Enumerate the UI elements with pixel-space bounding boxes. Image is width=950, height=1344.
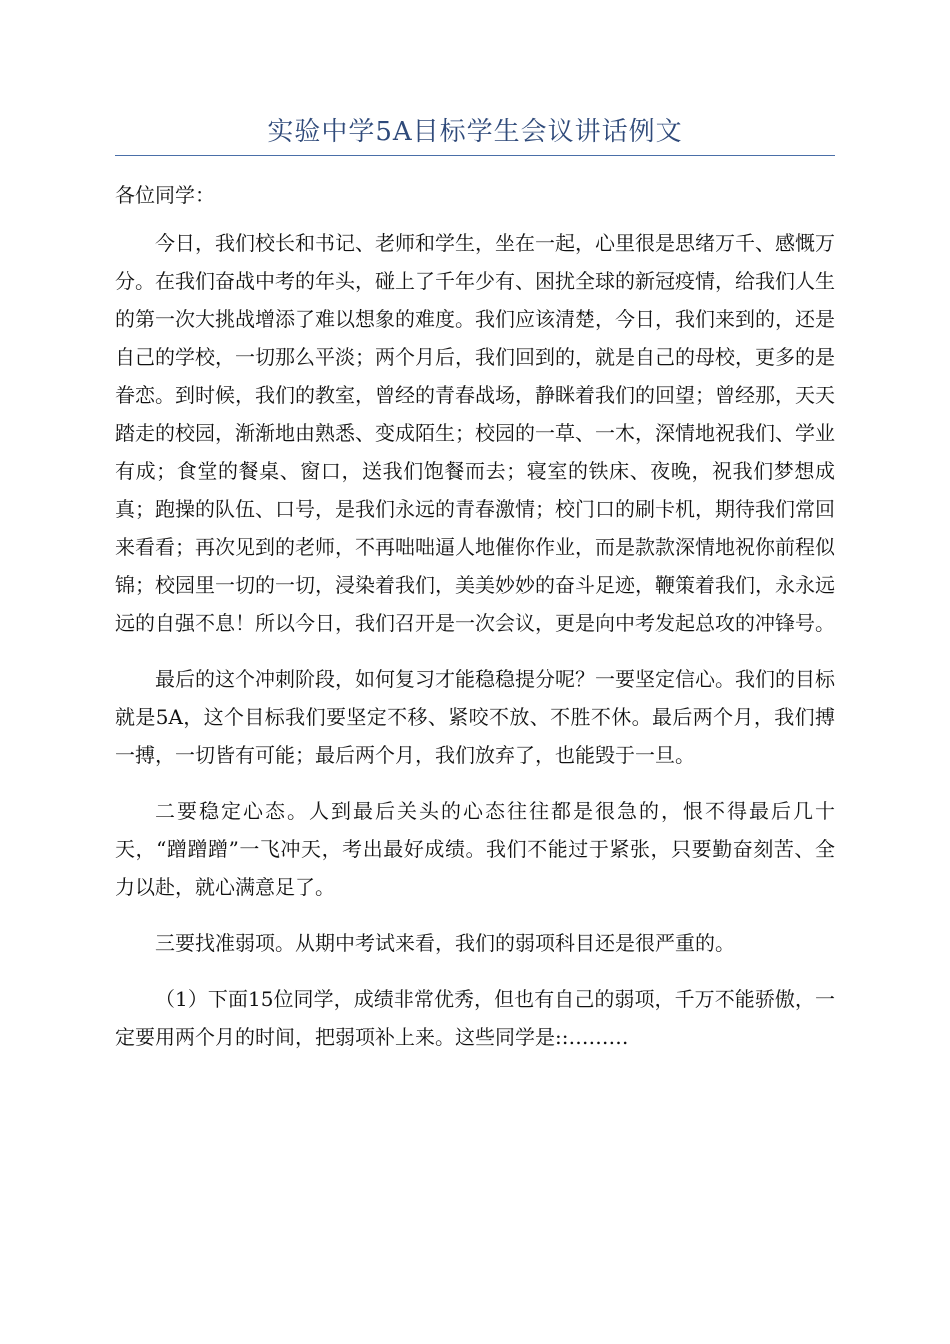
paragraph-1: 今日，我们校长和书记、老师和学生，坐在一起，心里很是思绪万千、感慨万分。在我们奋战中考的年头，碰上了千年少有、困扰全球的新冠疫情，给我们人生的第一次大挑战增添了难以想象的难度。我们应该清楚，今日，我们来到的，还是自己的学校，一切那么平淡；两个月后，我们回到的，就是自己的母校，更多的是眷恋。到时候，我们的教室，曾经的青春战场，静眯着我们的回望；曾经那，天天踏走的校园，渐渐地由熟悉、变成陌生；校园的一草、一木，深情地祝我们、学业有成；食堂的餐桌、窗口，送我们饱餐而去；寝室的铁床、夜晚，祝我们梦想成真；跑操的队伍、口号，是我们永远的青春激情；校门口的刷卡机，期待我们常回来看看；再次见到的老师，不再咄咄逼人地催你作业，而是款款深情地祝你前程似锦；校园里一切的一切，浸染着我们，美美妙妙的奋斗足迹，鞭策着我们，永永远远的自强不息！所以今日，我们召开是一次会议，更是向中考发起总攻的冲锋号。 — [115, 231, 835, 635]
salutation: 各位同学： — [115, 183, 215, 207]
document-title: 实验中学5A目标学生会议讲话例文 — [267, 117, 683, 147]
title-underline — [115, 155, 835, 156]
paragraph-4: 三要找准弱项。从期中考试来看，我们的弱项科目还是很严重的。 — [155, 931, 735, 955]
paragraph-5: （1）下面15位同学，成绩非常优秀，但也有自己的弱项，千万不能骄傲，一定要用两个月的时间，把弱项补上来。这些同学是::……… — [115, 987, 835, 1049]
paragraph-2: 最后的这个冲刺阶段，如何复习才能稳稳提分呢？一要坚定信心。我们的目标就是5A，这个目标我们要坚定不移、紧咬不放、不胜不休。最后两个月，我们搏一搏，一切皆有可能；最后两个月，我们放弃了，也能毁于一旦。 — [115, 667, 835, 767]
document-body — [115, 176, 835, 1074]
paragraph-3: 二要稳定心态。人到最后关头的心态往往都是很急的，恨不得最后几十天，“蹭蹭蹭”一飞冲天，考出最好成绩。我们不能过于紧张，只要勤奋刻苦、全力以赴，就心满意足了。 — [115, 799, 835, 899]
